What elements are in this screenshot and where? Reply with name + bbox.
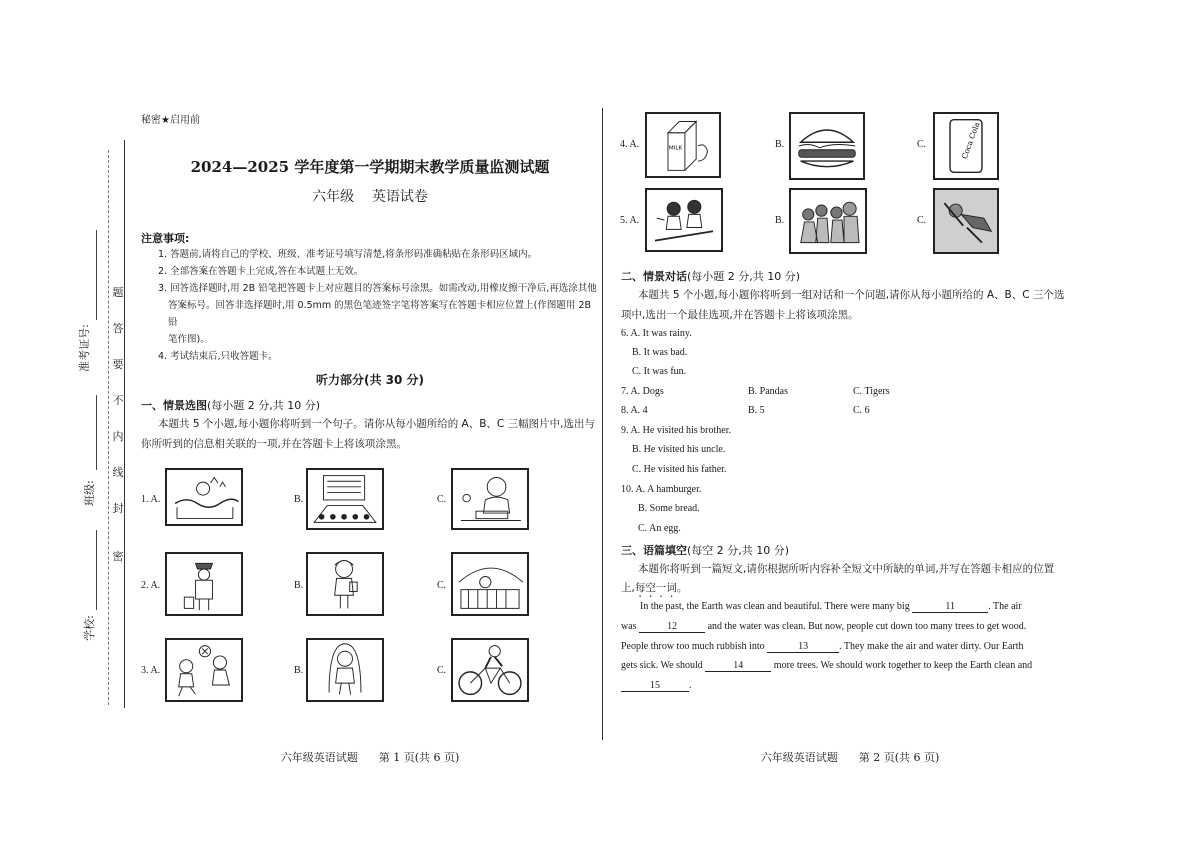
girl-skipping-rope-picture-icon[interactable] xyxy=(306,638,384,702)
q8-option-a[interactable]: 8. A. 4 xyxy=(621,405,648,416)
class-label: 班级: xyxy=(82,480,96,506)
q9-option-c[interactable]: C. He visited his father. xyxy=(632,464,727,475)
section3-instructions-1: 本题你将听到一篇短文,请你根据所听内容补全短文中所缺的单词,并写在答题卡相应的位置 xyxy=(638,563,1055,575)
listening-part-title: 听力部分(共 30 分) xyxy=(315,373,425,387)
flying-monkey-king-picture-icon[interactable] xyxy=(933,188,999,254)
question-5-c-label: C. xyxy=(917,215,927,226)
passage-text: In the past, the Earth was clean and beautiful. There were many big xyxy=(640,601,910,612)
passage-text: . They make the air and water dirty. Our Earth xyxy=(839,641,1024,652)
milk-carton-picture-icon[interactable] xyxy=(645,112,721,178)
section3-instructions-2 xyxy=(621,580,687,600)
section3-instructions-2a: 上, xyxy=(621,582,635,594)
exam-subtitle: 六年级 英语试卷 xyxy=(312,189,428,205)
section1-heading xyxy=(141,397,320,413)
milk-label: MILK xyxy=(668,145,683,152)
confidential-mark: 秘密★启用前 xyxy=(141,115,200,126)
question-4-b-label: B. xyxy=(775,139,785,150)
section3-heading xyxy=(621,542,789,558)
seal-char: 要 xyxy=(112,358,124,371)
section2-instructions-1: 本题共 5 个小题,每小题你将听到一组对话和一个问题,请你从每小题所给的 A、B、C 三个选 xyxy=(638,289,1065,301)
seal-char: 密 xyxy=(112,550,124,563)
notice-item: 4. 考试结束后,只收答题卡。 xyxy=(158,351,278,362)
question-4-label: 4. A. xyxy=(620,139,640,150)
page-divider xyxy=(602,108,603,740)
question-3-c-label: C. xyxy=(437,665,447,676)
q8-option-c[interactable]: C. 6 xyxy=(853,405,870,416)
notice-item: 笔作图)。 xyxy=(168,334,210,345)
blank-15[interactable]: 15 xyxy=(621,680,689,692)
section1-instructions-1: 本题共 5 个小题,每小题你将听到一个句子。请你从每小题所给的 A、B、C 三幅图片中,选出与 xyxy=(158,418,595,430)
section1-title: 一、情景选图 xyxy=(141,399,207,412)
seal-char: 内 xyxy=(112,430,124,443)
passage-line-3 xyxy=(621,641,1071,653)
section2-heading xyxy=(621,268,800,284)
q9-option-a[interactable]: 9. A. He visited his brother. xyxy=(621,425,731,436)
two-boys-running-picture-icon[interactable] xyxy=(645,188,723,252)
question-2-b-label: B. xyxy=(294,580,304,591)
cyclist-picture-icon[interactable] xyxy=(451,638,529,702)
passage-text: gets sick. We should xyxy=(621,660,703,671)
exam-title: 2024—2025 学年度第一学期期末教学质量监测试题 xyxy=(190,158,550,176)
q7-option-c[interactable]: C. Tigers xyxy=(853,386,890,397)
cola-can-picture-icon[interactable] xyxy=(933,112,999,180)
q6-option-a[interactable]: 6. A. It was rainy. xyxy=(621,328,692,339)
q8-option-b[interactable]: B. 5 xyxy=(748,405,765,416)
passage-text: was xyxy=(621,621,637,632)
seal-char: 不 xyxy=(112,394,124,407)
notice-item: 1. 答题前,请将自己的学校、班级、准考证号填写清楚,将条形码准确粘贴在条形码区域内。 xyxy=(158,249,538,260)
question-5-label: 5. A. xyxy=(620,215,640,226)
swimming-picture-icon[interactable] xyxy=(165,468,243,526)
meeting-room-picture-icon[interactable] xyxy=(306,468,384,530)
notice-list xyxy=(158,246,598,365)
section3-instructions-2c: 。 xyxy=(676,582,688,594)
notice-heading: 注意事项: xyxy=(141,232,190,245)
one-word-per-blank: 每空一词 xyxy=(634,582,677,594)
q7-option-b[interactable]: B. Pandas xyxy=(748,386,788,397)
question-2-label: 2. A. xyxy=(141,580,161,591)
kids-playing-football-picture-icon[interactable] xyxy=(165,638,243,702)
blank-14[interactable]: 14 xyxy=(705,660,771,672)
passage-text: . The air xyxy=(988,601,1022,612)
boy-reading-picture-icon[interactable] xyxy=(451,468,529,530)
school-field[interactable] xyxy=(96,530,97,610)
q10-option-a[interactable]: 10. A. A hamburger. xyxy=(621,484,702,495)
exam-id-field[interactable] xyxy=(96,230,97,320)
seal-char: 题 xyxy=(112,286,124,299)
section3-title: 三、语篇填空 xyxy=(621,544,687,557)
q7-option-a[interactable]: 7. A. Dogs xyxy=(621,386,664,397)
seal-char: 线 xyxy=(112,466,124,479)
passage-text: People throw too much rubbish into xyxy=(621,641,765,652)
question-4-c-label: C. xyxy=(917,139,927,150)
q10-option-c[interactable]: C. An egg. xyxy=(638,523,681,534)
police-officer-picture-icon[interactable] xyxy=(165,552,243,616)
class-field[interactable] xyxy=(96,395,97,470)
question-2-c-label: C. xyxy=(437,580,447,591)
section1-note: (每小题 2 分,共 10 分) xyxy=(207,399,321,412)
passage-line-1 xyxy=(640,601,1070,613)
blank-11[interactable]: 11 xyxy=(912,601,988,613)
section2-note: (每小题 2 分,共 10 分) xyxy=(687,270,801,283)
passage-line-2 xyxy=(621,621,1071,633)
section2-title: 二、情景对话 xyxy=(621,270,687,283)
cola-label: Coca Cola xyxy=(959,120,982,161)
binding-dashed-line xyxy=(108,150,109,705)
question-3-label: 3. A. xyxy=(141,665,161,676)
notice-item: 2. 全部答案在答题卡上完成,答在本试题上无效。 xyxy=(158,266,364,277)
question-1-b-label: B. xyxy=(294,494,304,505)
footer-page-2: 六年级英语试题 第 2 页(共 6 页) xyxy=(760,751,940,764)
passage-line-4 xyxy=(621,660,1071,672)
section3-note: (每空 2 分,共 10 分) xyxy=(687,544,790,557)
q9-option-b[interactable]: B. He visited his uncle. xyxy=(632,444,726,455)
exam-id-label: 准考证号: xyxy=(77,324,91,372)
q6-option-c[interactable]: C. It was fun. xyxy=(632,366,687,377)
girl-with-bag-picture-icon[interactable] xyxy=(306,552,384,616)
school-label: 学校: xyxy=(82,615,96,641)
notice-item: 答案标号。回答非选择题时,用 0.5mm 的黑色笔迹签字笔将答案写在答题卡相应位置上(作图题用 2B 铅 xyxy=(168,300,591,328)
section1-instructions-2: 你所听到的信息相关联的一项,并在答题卡上将该项涂黑。 xyxy=(141,438,407,450)
seal-char: 封 xyxy=(112,502,124,515)
question-1-c-label: C. xyxy=(437,494,447,505)
seal-char: 答 xyxy=(112,322,124,335)
group-of-dwarfs-picture-icon[interactable] xyxy=(789,188,867,254)
passage-text: . xyxy=(689,680,692,691)
blank-12[interactable]: 12 xyxy=(639,621,705,633)
passage-line-5 xyxy=(621,680,692,692)
baby-in-crib-picture-icon[interactable] xyxy=(451,552,529,616)
footer-page-1: 六年级英语试题 第 1 页(共 6 页) xyxy=(280,751,460,764)
passage-text: more trees. We should work together to keep the Earth clean and xyxy=(773,660,1033,671)
hamburger-picture-icon[interactable] xyxy=(789,112,865,180)
question-3-b-label: B. xyxy=(294,665,304,676)
blank-13[interactable]: 13 xyxy=(767,641,839,653)
passage-text: and the water was clean. But now, people cut down too many trees to get wood. xyxy=(707,621,1027,632)
section2-instructions-2: 项中,选出一个最佳选项,并在答题卡上将该项涂黑。 xyxy=(621,309,859,321)
question-1-label: 1. A. xyxy=(141,494,161,505)
q6-option-b[interactable]: B. It was bad. xyxy=(632,347,688,358)
q10-option-b[interactable]: B. Some bread. xyxy=(638,503,700,514)
binding-margin-line xyxy=(124,140,125,708)
question-5-b-label: B. xyxy=(775,215,785,226)
notice-item: 3. 回答选择题时,用 2B 铅笔把答题卡上对应题目的答案标号涂黑。如需改动,用橡皮擦干净后,再选涂其他 xyxy=(158,283,597,294)
